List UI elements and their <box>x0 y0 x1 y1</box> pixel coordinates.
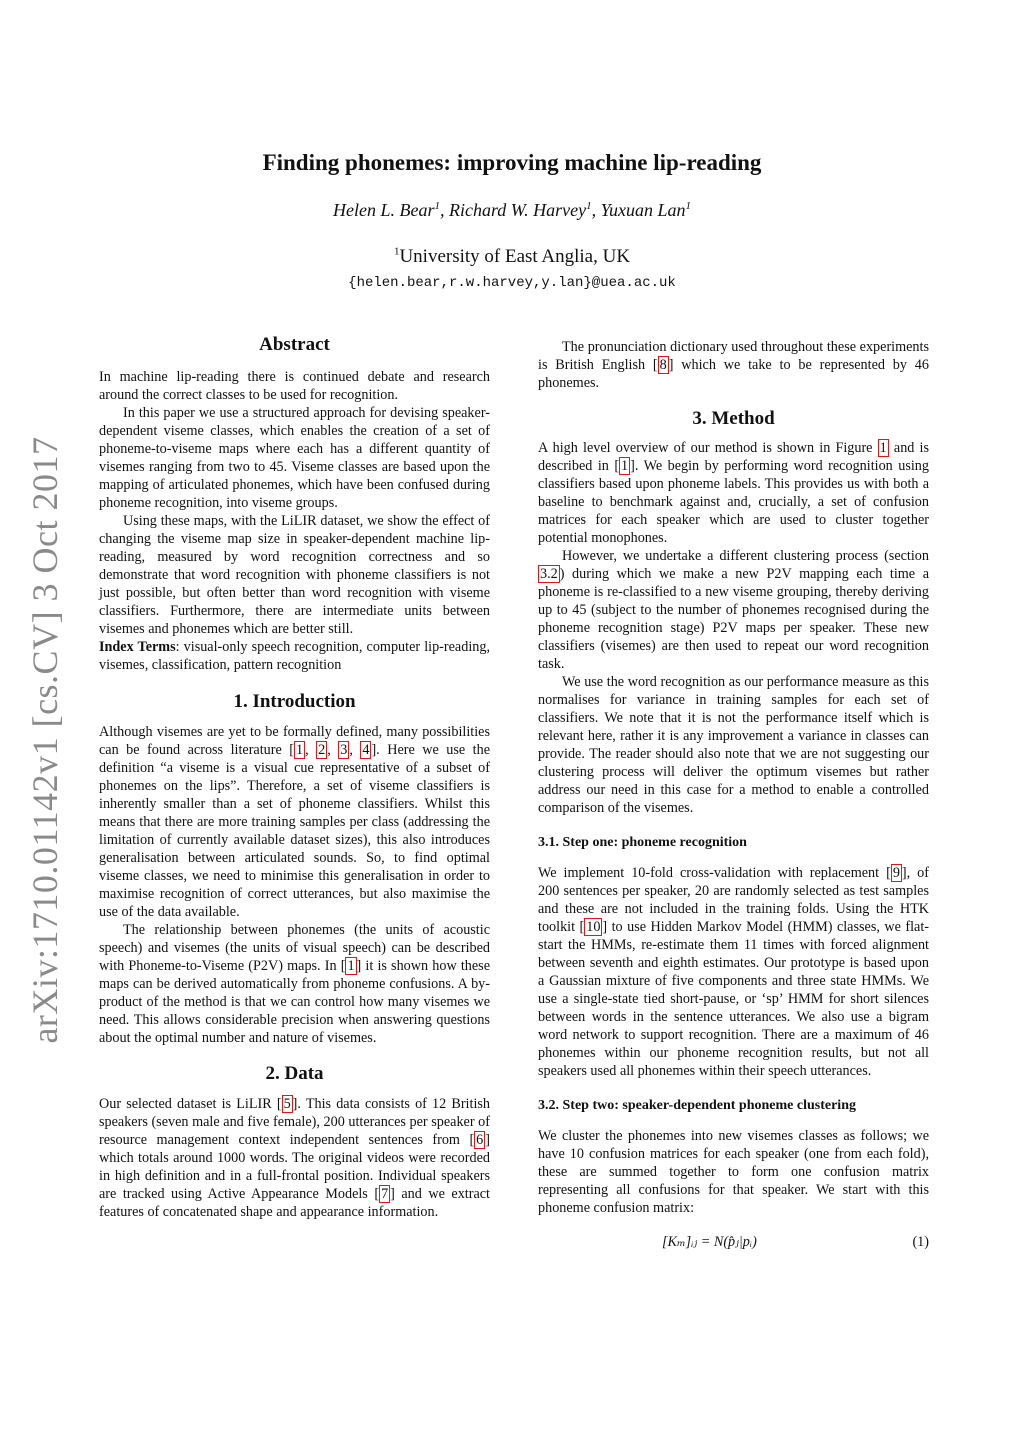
abstract-paragraph: Using these maps, with the LiLIR dataset, we show the effect of changing the viseme map size in speaker-dependent machine lip-reading, measured by word recognition correctness and so demonstrate that word recognition with phoneme classifiers is not just possible, but often better than word recognition with viseme classifiers. Furthermore, there are intermediate units between visemes and phonemes which are better still. <box>99 513 490 637</box>
author-name: Yuxuan Lan <box>600 200 686 220</box>
citation-link[interactable]: 7 <box>381 1186 389 1202</box>
text-run: We implement 10-fold cross-validation with replacement [ <box>538 865 891 881</box>
text-run: ] which we take to be represented by 46 phonemes. <box>538 357 929 391</box>
index-terms <box>99 638 490 674</box>
affiliation-name: University of East Anglia, UK <box>399 246 631 267</box>
section-link[interactable]: 3.2 <box>540 566 558 582</box>
introduction-heading: 1. Introduction <box>233 691 356 712</box>
citation-link[interactable]: 8 <box>659 357 667 373</box>
method-paragraph <box>538 439 929 547</box>
dictionary-paragraph <box>538 338 929 392</box>
citation-link[interactable]: 6 <box>476 1132 484 1148</box>
paper-title: Finding phonemes: improving machine lip-reading <box>262 150 762 175</box>
text-run: Our selected dataset is LiLIR [ <box>99 1096 282 1112</box>
author-email: {helen.bear,r.w.harvey,y.lan}@uea.ac.uk <box>348 275 676 291</box>
index-terms-label: Index Terms <box>99 639 176 655</box>
arxiv-watermark <box>15 436 75 1044</box>
text-run: , <box>305 742 317 758</box>
intro-paragraph <box>99 723 490 921</box>
abstract-paragraph: In this paper we use a structured approach for devising speaker-dependent viseme classes, which enables the creation of a set of phoneme-to-viseme maps where each has a different quantity of visemes ranging from two to 45. Viseme classes are based upon the mapping of articulated phonemes, which have been confused during phoneme recognition, into viseme groups. <box>99 405 490 511</box>
method-heading: 3. Method <box>692 408 775 429</box>
citation-link[interactable]: 10 <box>586 919 601 935</box>
affiliation-mark: 1 <box>586 200 592 212</box>
text-run: ]. Here we use the definition “a viseme is a visual cue representative of a subset of phonemes on the lips”. Therefore, a set of viseme classifiers is inherently smaller than a set of phoneme classifiers. Whilst this means that there are more training samples per class (addressing the limitation of currently available dataset sizes), this also introduces generalisation between articulated sounds. So, to find optimal viseme classes, we need to minimise this generalisation in order to maximise recognition of correct utterances, but also maximise the use of the data available. <box>99 742 491 920</box>
left-column <box>99 336 490 1221</box>
citation-link[interactable]: 1 <box>621 458 629 474</box>
author-name: Richard W. Harvey <box>448 200 587 220</box>
author-list: Helen L. Bear$^1$, Richard W. Harvey$^1$, Yuxuan Lan$^1$ <box>333 200 691 220</box>
index-terms-text: : visual-only speech recognition, computer lip-reading, visemes, classification, pattern recognition <box>99 639 490 673</box>
text-run: ]. We begin by performing word recognition using classifiers based upon phoneme labels. This provides us with both a baseline to benchmark against and, crucially, a set of confusion matrices for each speaker which are used to cluster together potential monophones. <box>538 458 929 546</box>
citation-link[interactable]: 4 <box>362 742 370 758</box>
text-run: However, we undertake a different clustering process (section <box>562 548 929 564</box>
arxiv-id: arXiv:1710.01142v1 [cs.CV] 3 Oct 2017 <box>25 436 65 1044</box>
citation-link[interactable]: 2 <box>318 742 326 758</box>
text-run: and is described in [ <box>538 440 929 474</box>
citation-link[interactable]: 1 <box>295 742 304 758</box>
text-run: , <box>327 742 339 758</box>
text-run: ] it is shown how these maps can be derived automatically from phoneme confusions. A by-product of the method is that we can control how many visemes we need. This allows considerable precision when answering questions about the optimal number and nature of visemes. <box>99 958 490 1046</box>
equation-1 <box>538 1233 929 1253</box>
step-one-paragraph <box>538 864 929 1080</box>
text-run: The pronunciation dictionary used throughout these experiments is British English [ <box>538 339 929 373</box>
citation-link[interactable]: 1 <box>347 958 355 974</box>
abstract-heading: Abstract <box>259 334 330 355</box>
data-paragraph <box>99 1095 490 1221</box>
step-two-paragraph: We cluster the phonemes into new visemes classes as follows; we have 10 confusion matrices for each speaker (one from each fold), these are summed together to form one confusion matrix representing all confusions for that speaker. We start with this phoneme confusion matrix: <box>538 1128 929 1216</box>
text-run: ) during which we make a new P2V mapping each time a phoneme is re-classified to a new viseme grouping, thereby deriving up to 45 (subject to the number of phonemes recognised during the phoneme recognition stage) P2V maps per speaker. These new classifiers (visemes) are then used to repeat our word recognition task. <box>538 566 929 672</box>
method-paragraph <box>538 547 929 673</box>
text-run: , <box>349 742 361 758</box>
citation-link[interactable]: 5 <box>283 1096 291 1112</box>
citation-link[interactable]: 3 <box>340 742 348 758</box>
text-run: ]. This data consists of 12 British speakers (seven male and five female), 200 utterances per speaker of resource management context independent sentences from [ <box>99 1096 491 1148</box>
method-paragraph: We use the word recognition as our performance measure as this normalises for variance in training samples for each set of classifiers. We note that it is not the performance itself which is relevant here, rather it is any improvement a variance in classes can provide. The reader should also note that we are not suggesting our clustering process will deliver the optimum visemes but rather address our need in this case for a method to enable a controlled comparison of the visemes. <box>538 674 929 816</box>
text-run: ] which totals around 1000 words. The original videos were recorded in high definition and in a full-frontal position. Individual speakers are tracked using Active Appearance Models [ <box>99 1132 490 1202</box>
text-run: Although visemes are yet to be formally defined, many possibilities can be found across literature [ <box>99 724 490 758</box>
equation-body: [Kₘ]ᵢⱼ = N(p̂ⱼ|pᵢ) <box>662 1234 757 1250</box>
affiliation-mark: 1 <box>685 200 691 212</box>
data-heading: 2. Data <box>265 1063 324 1084</box>
citation-link[interactable]: 9 <box>892 865 900 881</box>
author-name: Helen L. Bear <box>333 200 435 220</box>
text-run: ] and we extract features of concatenated shape and appearance information. <box>99 1186 490 1220</box>
step-one-heading: 3.1. Step one: phoneme recognition <box>538 835 747 850</box>
affiliation-mark: 1 <box>434 200 440 212</box>
text-run: A high level overview of our method is shown in Figure <box>538 440 878 456</box>
equation-number: (1) <box>912 1234 929 1250</box>
text-run: ], of 200 sentences per speaker, 20 are randomly selected as test samples and these are not included in the training folds. Using the HTK toolkit [ <box>538 865 929 935</box>
text-run: ] to use Hidden Markov Model (HMM) classes, we flat-start the HMMs, re-estimate them 11 times with forced alignment between seventh and eighth estimates. Our prototype is based upon a Gaussian mixture of five components and three state HMMs. We use a single-state tied short-pause, or ‘sp’ HMM for short silences between words in the sentence utterances. We also use a bigram word network to support recognition. There are a maximum of 46 phonemes within our phoneme recognition results, but not all speakers used all phonemes within their speech utterances. <box>538 919 929 1079</box>
affiliation-mark: 1 <box>393 245 400 258</box>
abstract-paragraph: In machine lip-reading there is continued debate and research around the correct classes to be used for recognition. <box>99 369 490 403</box>
step-two-heading: 3.2. Step two: speaker-dependent phoneme clustering <box>538 1098 856 1113</box>
right-column <box>538 338 929 1253</box>
affiliation <box>0 246 1024 268</box>
intro-paragraph <box>99 921 490 1047</box>
text-run: The relationship between phonemes (the units of acoustic speech) and visemes (the units of visual speech) can be described with Phoneme-to-Viseme (P2V) maps. In [ <box>99 922 490 974</box>
figure-link[interactable]: 1 <box>879 440 887 456</box>
